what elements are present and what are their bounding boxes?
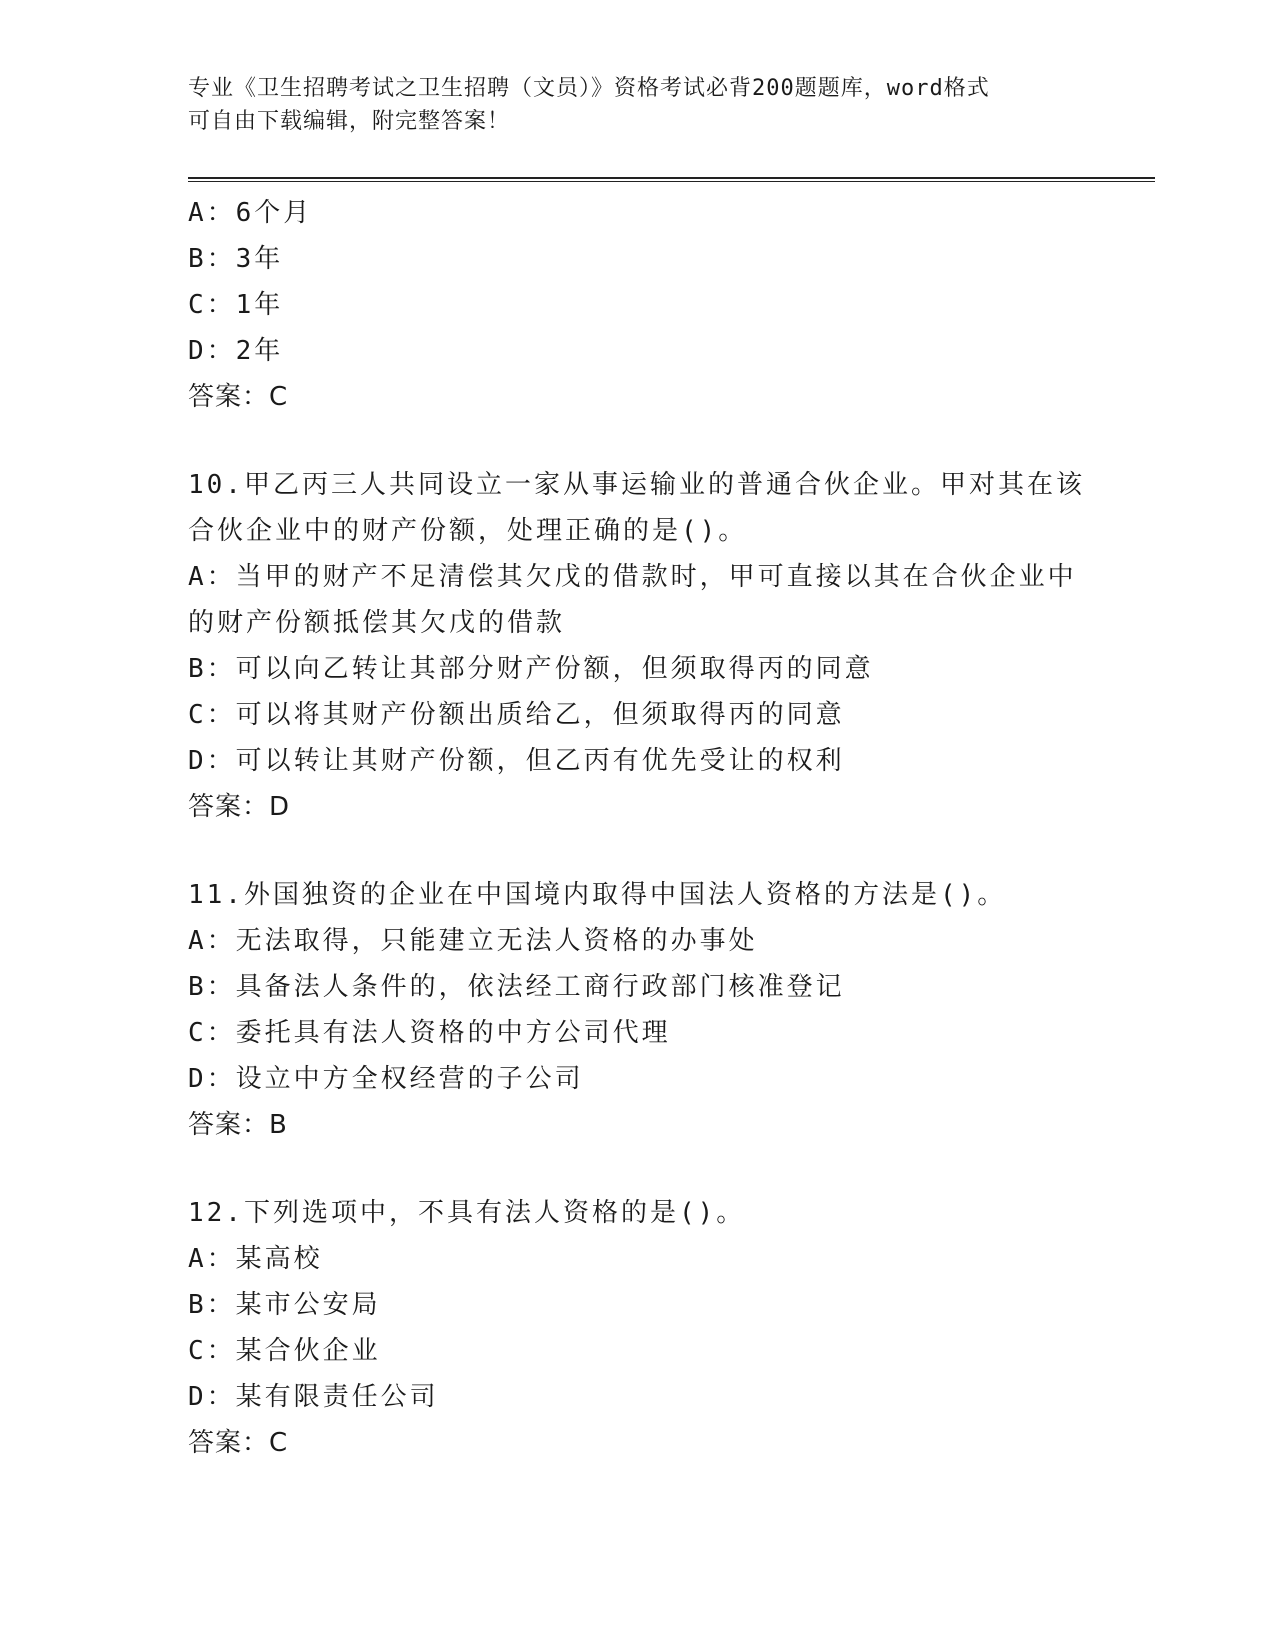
question-10: [188, 462, 1138, 830]
header-line-1: 专业《卫生招聘考试之卫生招聘（文员）》资格考试必背200题题库，word格式: [188, 76, 990, 101]
answer: 答案：B: [188, 1110, 288, 1140]
option-d: D：2年: [188, 336, 284, 366]
option-a: A：无法取得，只能建立无法人资格的办事处: [188, 926, 758, 956]
document-header: [188, 72, 1088, 138]
option-b: B：具备法人条件的，依法经工商行政部门核准登记: [188, 972, 845, 1002]
option-b: B：某市公安局: [188, 1290, 381, 1320]
header-divider: [188, 177, 1155, 182]
option-b: B：3年: [188, 244, 284, 274]
question-12: [188, 1190, 1138, 1466]
question-11: [188, 872, 1138, 1148]
spacer: [188, 1148, 1138, 1190]
spacer: [188, 420, 1138, 462]
option-d: D：设立中方全权经营的子公司: [188, 1064, 584, 1094]
question-9-continued: [188, 190, 1138, 420]
option-d: D：某有限责任公司: [188, 1382, 439, 1412]
option-b: B：可以向乙转让其部分财产份额，但须取得丙的同意: [188, 654, 874, 684]
answer: 答案：C: [188, 1428, 289, 1458]
question-list: [188, 190, 1138, 1466]
option-c: C：可以将其财产份额出质给乙，但须取得丙的同意: [188, 700, 845, 730]
question-stem: 10.甲乙丙三人共同设立一家从事运输业的普通合伙企业。甲对其在该: [188, 470, 1085, 500]
question-stem: 11.外国独资的企业在中国境内取得中国法人资格的方法是()。: [188, 880, 1007, 910]
header-line-2: 可自由下载编辑，附完整答案！: [188, 109, 511, 134]
question-stem: 合伙企业中的财产份额，处理正确的是()。: [188, 516, 748, 546]
spacer: [188, 830, 1138, 872]
answer: 答案：D: [188, 792, 291, 822]
option-c: C：1年: [188, 290, 284, 320]
answer: 答案：C: [188, 382, 289, 412]
option-a: A：6个月: [188, 198, 313, 228]
question-stem: 12.下列选项中，不具有法人资格的是()。: [188, 1198, 746, 1228]
option-c: C：某合伙企业: [188, 1336, 381, 1366]
option-a: A：当甲的财产不足清偿其欠戊的借款时，甲可直接以其在合伙企业中: [188, 562, 1077, 592]
option-a-continued: 的财产份额抵偿其欠戊的借款: [188, 608, 566, 638]
option-c: C：委托具有法人资格的中方公司代理: [188, 1018, 671, 1048]
option-d: D：可以转让其财产份额，但乙丙有优先受让的权利: [188, 746, 845, 776]
option-a: A：某高校: [188, 1244, 323, 1274]
